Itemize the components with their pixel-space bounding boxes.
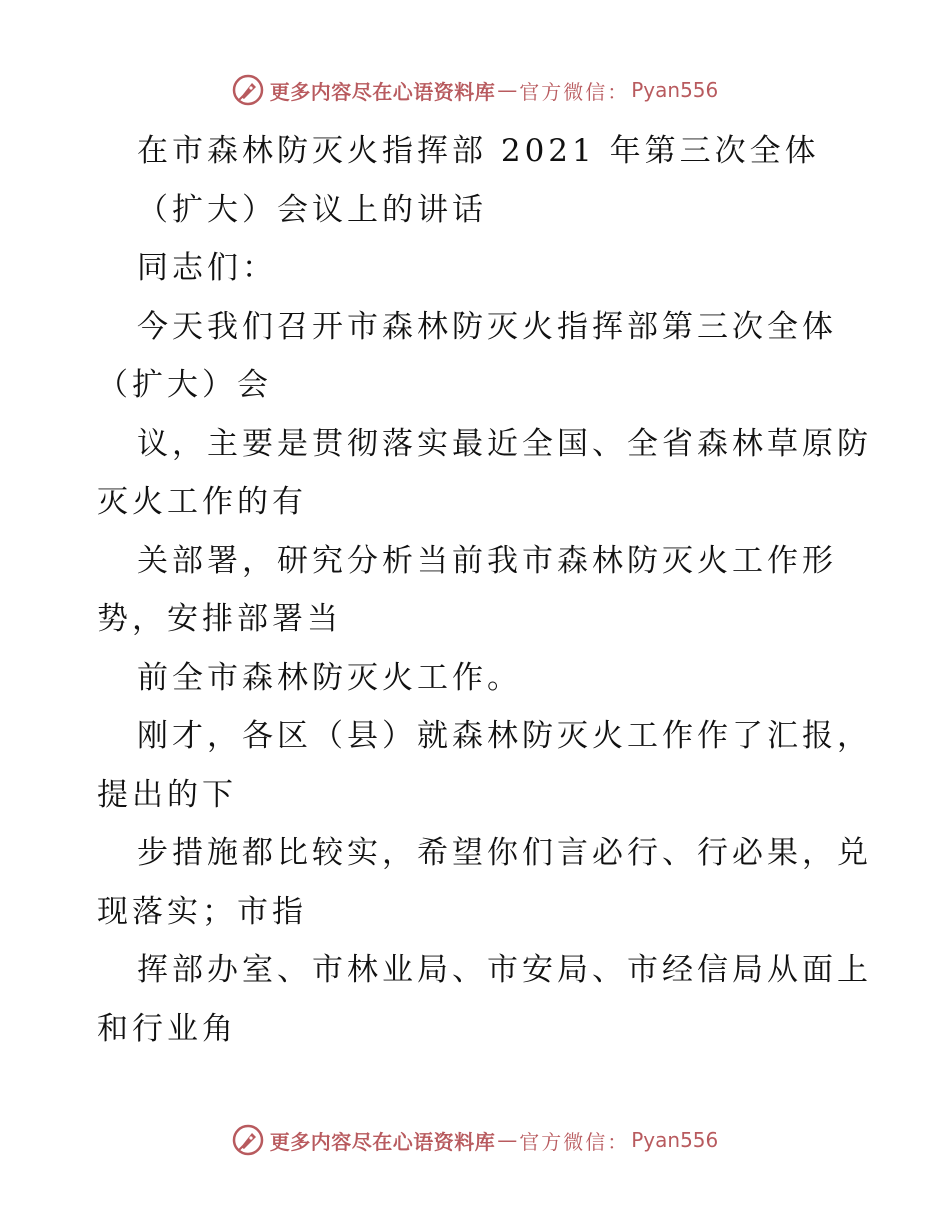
text-line: 步措施都比较实，希望你们言必行、行必果，兑 (137, 835, 872, 871)
watermark-wechat-label: 官方微信： (519, 1129, 630, 1154)
watermark-wechat-id: Pyan556 (631, 1128, 719, 1152)
text-line: 前全市森林防灭火工作。 (137, 659, 522, 696)
pen-nib-icon (232, 1124, 264, 1156)
text-line: 刚才，各区（县）就森林防灭火工作作了汇报， (137, 718, 872, 754)
text-line: 灭火工作的有 (97, 484, 307, 520)
text-line: 挥部办室、市林业局、市安局、市经信局从面上 (137, 952, 872, 988)
text-line: 同志们： (137, 250, 277, 286)
watermark-wechat-label: 官方微信： (519, 79, 630, 104)
watermark-dash: — (497, 78, 518, 102)
text-line: 今天我们召开市森林防灭火指挥部第三次全体 (137, 308, 837, 345)
text-line: （扩大）会 (97, 367, 272, 403)
watermark-text: 更多内容尽在心语资料库 (269, 79, 496, 104)
watermark-wechat-id: Pyan556 (631, 78, 719, 102)
text-line: 关部署，研究分析当前我市森林防灭火工作形 (137, 542, 837, 579)
text-line: 现落实；市指 (97, 893, 307, 930)
text-line: 提出的下 (97, 776, 237, 813)
pen-nib-icon (232, 74, 264, 106)
document-body (97, 122, 872, 1058)
header-watermark (0, 72, 950, 108)
text-line: 和行业角 (97, 1010, 237, 1047)
text-line: 议，主要是贯彻落实最近全国、全省森林草原防 (137, 425, 872, 462)
watermark-text: 更多内容尽在心语资料库 (269, 1129, 496, 1154)
text-line: 势，安排部署当 (97, 601, 342, 637)
watermark-dash: — (497, 1128, 518, 1152)
footer-watermark (0, 1122, 950, 1158)
text-line: 在市森林防灭火指挥部 2021 年第三次全体 (137, 133, 820, 169)
text-line: （扩大）会议上的讲话 (137, 191, 487, 228)
